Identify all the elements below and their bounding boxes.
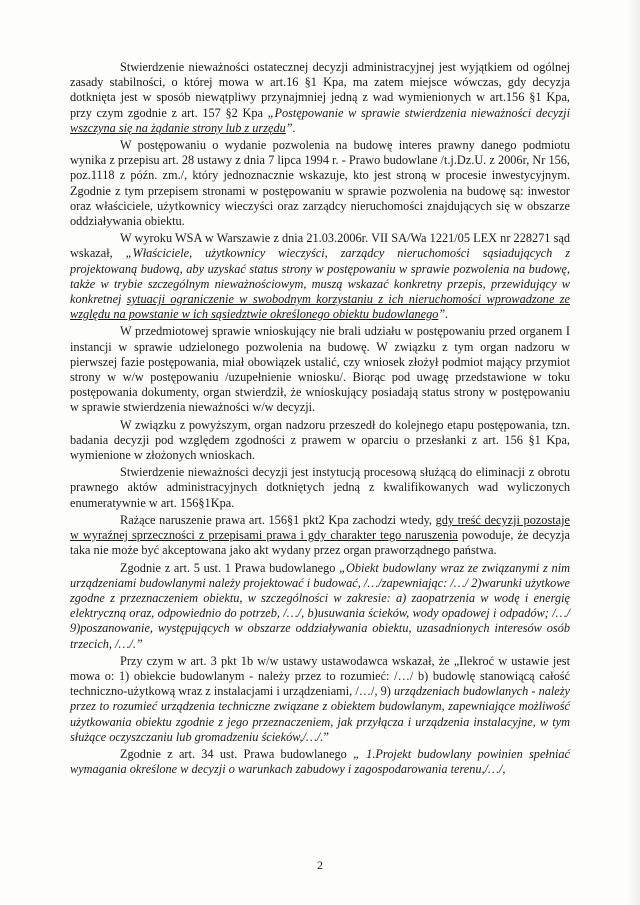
styled-text: ”. bbox=[285, 120, 296, 135]
text-run: ” bbox=[323, 729, 329, 744]
text-run: Stwierdzenie nieważności decyzji jest instytucją procesową służącą do eliminacji z obrotu prawnego aktów administracyjnych dotkniętych jedną z kwalifikowanych wad wyliczonych enumeratywnie w art. 156§1Kpa. bbox=[70, 465, 570, 510]
paragraph-p1 bbox=[70, 60, 570, 136]
underlined-text: sytuacji ograniczenie w swobodnym korzystaniu z ich nieruchomości wprowadzone ze względu na powstanie w ich sąsiedztwie określonego obiektu budowlanego bbox=[70, 292, 570, 322]
text-run: Rażące naruszenie prawa art. 156§1 pkt2 Kpa zachodzi wtedy, bbox=[120, 512, 436, 527]
paragraph-p8 bbox=[70, 561, 570, 652]
styled-text bbox=[70, 121, 286, 135]
paragraph-p4 bbox=[70, 324, 570, 415]
styled-text: „Właściciele, użytkownicy wieczyści, zarządcy nieruchomości sąsiadujących z projektowaną budową, aby uzyskać status strony w postępowaniu w sprawie pozwolenia na budowę, także w trybie szczególnym nieważnościowym, muszą wskazać konkretny przepis, przewidujący w konkretnej bbox=[70, 246, 570, 307]
text-run: Przy czym w art. 3 pkt 1b w/w ustawy ustawodawca wskazał, że „Ilekroć w ustawie jest mowa o: 1) obiekcie budowlanym - należy przez to rozumieć: /…/ b) budowlę stanowiącą całość techniczno-użytkową wraz z instalacjami i urządzeniami, /…/, 9) bbox=[70, 653, 570, 699]
text-run: powoduje, że decyzja taka nie może być akceptowana jako akt wydany przez organ praworządnego państwa. bbox=[70, 528, 570, 558]
styled-text: „Obiekt budowlany wraz ze związanymi z nim urządzeniami budowlanymi należy projektować i budować, /…/zapewniając: /…/ 2)warunki użytkowe zgodne z przeznaczeniem obiektu, w szczególności w zakresie: a) zaopatrzenia w wodę i energię elektryczną oraz, odpowiednio do potrzeb, /…/, b)usuwania ścieków, wody opadowej i odpadów; /…/ 9)poszanowanie, występujących w obszarze oddziaływania obiektu, uzasadnionych interesów osób trzecich, /…/.” bbox=[70, 560, 570, 651]
paragraph-p3 bbox=[70, 231, 570, 322]
styled-text: „ 1.Projekt budowlany powinien spełniać wymagania określone w decyzji o warunkach zabudowy i zagospodarowania terenu,/…/, bbox=[70, 746, 570, 777]
styled-text: ”. bbox=[438, 307, 449, 322]
text-run: W wyroku WSA w Warszawie z dnia 21.03.2006r. VII SA/Wa 1221/05 LEX nr 228271 sąd wskazał, bbox=[70, 231, 570, 261]
text-run: W związku z powyższym, organ nadzoru przeszedł do kolejnego etapu postępowania, tzn. badania decyzji pod względem zgodności z prawem w oparciu o przesłanki z art. 156 §1 Kpa, wymienione w złożonych wnioskach. bbox=[70, 417, 570, 463]
paragraph-p5 bbox=[70, 418, 570, 464]
styled-text: gdy treść decyzji pozostaje w wyraźnej sprzeczności z przepisami prawa i gdy charakter tego naruszenia bbox=[70, 512, 570, 543]
styled-text: urządzeniach budowlanych - należy przez to rozumieć urządzenia techniczne związane z obiektem budowlanym, zapewniające możliwość użytkowania obiektu zgodnie z jego przeznaczeniem, jak przyłącza i urządzenia instalacyjne, w tym służące oczyszczaniu lub gromadzeniu ścieków,/…/. bbox=[70, 684, 571, 744]
page-number: 2 bbox=[317, 858, 323, 872]
document-body bbox=[70, 60, 570, 779]
page-edge-shadow bbox=[628, 0, 640, 905]
paragraph-p2 bbox=[70, 138, 570, 229]
text-run: W postępowaniu o wydanie pozwolenia na budowę interes prawny danego podmiotu wynika z przepisu art. 28 ustawy z dnia 7 lipca 1994 r. - Prawo budowlane /t.j.Dz.U. z 2006r, Nr 156, poz.1118 z późn. zm./, który jednoznacznie wskazuje, kto jest stroną w procesie inwestycyjnym. Zgodnie z tym przepisem stronami w postępowaniu w sprawie pozwolenia na budowę są: inwestor oraz właściciele, użytkownicy wieczyści oraz zarządcy nieruchomości znajdujących się w obszarze oddziaływania obiektu. bbox=[70, 138, 570, 229]
paragraph-p6 bbox=[70, 465, 570, 511]
paragraph-p9 bbox=[70, 654, 570, 745]
text-run: Zgodnie z art. 34 ust. Prawa budowlanego bbox=[120, 746, 354, 761]
underlined-text: wszczyna się na żądanie strony lub z urzędu bbox=[70, 120, 286, 135]
styled-text: „Postępowanie w sprawie stwierdzenia nieważności decyzji bbox=[267, 105, 570, 120]
paragraph-p10 bbox=[70, 747, 570, 777]
text-run: Stwierdzenie nieważności ostatecznej decyzji administracyjnej jest wyjątkiem od ogólnej zasady stabilności, o której mowa w art.16 §1 Kpa, ma zatem miejsce wówczas, gdy decyzja dotknięta jest w sposób niewątpliwy przynajmniej jedną z wad wymienionych w art.156 §1 Kpa, przy czym zgodnie z art. 157 §2 Kpa bbox=[70, 60, 570, 120]
text-run: Zgodnie z art. 5 ust. 1 Prawa budowlanego bbox=[120, 560, 340, 575]
paragraph-p7 bbox=[70, 513, 570, 559]
text-run: W przedmiotowej sprawie wnioskujący nie brali udziału w postępowaniu przed organem I instancji w sprawie udzielonego pozwolenia na budowę. W związku z tym organ nadzoru w pierwszej fazie postępowania, miał obowiązek ustalić, czy wniosek złożył podmiot mający przymiot strony w w/w postępowaniu /uzupełnienie wniosku/. Biorąc pod uwagę przedstawione w toku postępowania dokumenty, organ stwierdził, że wnioskujący posiadają status strony w postępowaniu w sprawie stwierdzenia nieważności w/w decyzji. bbox=[70, 324, 570, 415]
styled-text bbox=[70, 292, 570, 321]
